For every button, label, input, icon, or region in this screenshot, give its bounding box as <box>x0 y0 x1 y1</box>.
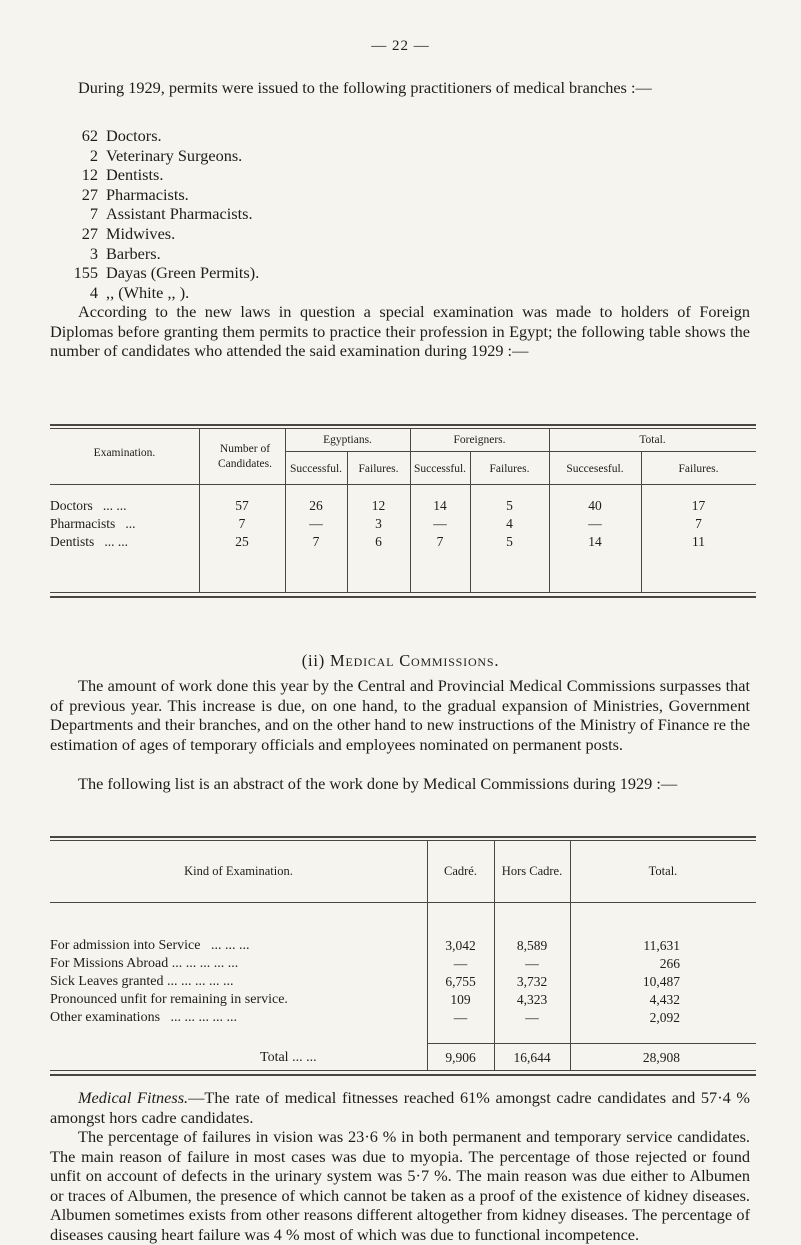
list-item: 62 Doctors. <box>81 126 162 145</box>
table-total-cell: 16,644 <box>513 1050 551 1065</box>
table-cell: 57 <box>235 498 249 513</box>
table-cell: 40 <box>588 498 602 513</box>
table-row-label: Doctors ... ... <box>50 498 127 513</box>
list-item: 155 Dayas (Green Permits). <box>73 263 260 283</box>
table-cell: 6,755 <box>445 974 476 989</box>
table-cell: — <box>525 1010 539 1025</box>
table-cell: 25 <box>235 534 249 549</box>
section-title: Medical Commissions. <box>330 651 500 670</box>
col-header-hors-cadre: Hors Cadre. <box>501 864 563 878</box>
table-rule <box>427 1043 756 1044</box>
col-header-total: Total. <box>648 864 678 878</box>
table-rule <box>50 592 756 593</box>
commissions-paragraph: The amount of work done this year by the Central and Provincial Medical Commissions surpasses that of previous year. This increase is due, on one hand, to the gradual expansion of Ministries, Government Departments and their branches, and on the other hand to new instructions of the Ministry of Finance re the estimation of ages of temporary officials and employees nominated on permanent posts. <box>50 676 750 754</box>
table-cell: 266 <box>659 956 680 971</box>
list-item: 27 Pharmacists. <box>81 184 189 204</box>
table-cell: — <box>525 956 539 971</box>
table-total-cell: 9,906 <box>445 1050 476 1065</box>
table-rule <box>285 451 756 452</box>
table-rule <box>50 1070 756 1071</box>
table-row-label: Sick Leaves granted ... ... ... ... ... <box>50 974 234 989</box>
col-header-cadre: Cadré. <box>444 864 477 878</box>
list-item: 7 Assistant Pharmacists. <box>89 204 253 224</box>
fitness-paragraph <box>50 1088 750 1127</box>
col-header-foreigners: Foreigners. <box>453 434 506 446</box>
intro-paragraph: During 1929, permits were issued to the following practitioners of medical branches :— <box>78 78 652 97</box>
col-header-eg-failures: Failures. <box>358 463 399 475</box>
col-header-total: Total. <box>639 434 666 446</box>
table-cell: 11 <box>692 534 705 549</box>
table-rule <box>50 840 756 841</box>
list-item: 2 Veterinary Surgeons. <box>89 145 243 165</box>
table-total-label: Total ... ... <box>260 1050 317 1065</box>
fitness-text: —The rate of medical fitnesses reached 61% amongst cadre candidates and 57·4 % amongst hors cadre candidates. <box>50 1088 750 1127</box>
table-cell: 2,092 <box>649 1010 680 1025</box>
table-cell: 3,042 <box>445 938 476 953</box>
table-rule <box>50 428 756 429</box>
abstract-paragraph: The following list is an abstract of the work done by Medical Commissions during 1929 :— <box>78 774 678 793</box>
table-rule <box>50 902 756 903</box>
table-rule <box>50 424 756 426</box>
table-row-label: Other examinations ... ... ... ... ... <box>50 1010 238 1025</box>
table-cell: 10,487 <box>642 974 680 989</box>
table-cell: 14 <box>588 534 602 549</box>
table-cell: 4,432 <box>649 992 680 1007</box>
table-cell: — <box>588 516 602 531</box>
table-row-label: Pharmacists ... <box>50 516 136 531</box>
table-cell: 3,732 <box>516 974 548 989</box>
table-total-cell: 28,908 <box>642 1050 680 1065</box>
list-item: 12 Dentists. <box>81 165 164 185</box>
col-header-kind: Kind of Examination. <box>184 864 293 878</box>
section-heading <box>0 651 801 671</box>
table-cell: 7 <box>238 516 246 531</box>
table-row-label: For Missions Abroad ... ... ... ... ... <box>50 956 239 971</box>
table-cell: — <box>453 956 468 971</box>
table-cell: 4,323 <box>516 992 548 1007</box>
table-cell: 4 <box>506 516 513 531</box>
col-header-fo-failures: Failures. <box>489 463 530 475</box>
table-cell: 7 <box>312 534 320 549</box>
table-cell: 7 <box>436 534 444 549</box>
table-cell: 14 <box>433 498 447 513</box>
exam-paragraph: According to the new laws in question a special examination was made to holders of Foreign Diplomas before granting them permits to practice their profession in Egypt; the following table shows the number of candidates who attended the said examination during 1929 :— <box>50 302 750 360</box>
table-cell: — <box>433 516 447 531</box>
fitness-details-paragraph: The percentage of failures in vision was 23·6 % in both permanent and temporary service candidates. The main reason of failure in most cases was due to myopia. The percentage of those rejected or found unfit on account of defects in the urinary system was 5·7 %. The main reason was due either to Albumen or traces of Albumen, the presence of which cannot be taken as a proof of the existence of kidney diseases. Albumen sometimes exists from other reasons different altogether from kidney diseases. The percentage of diseases causing heart failure was 4 % most of which was due to functional incompetence. <box>50 1127 750 1244</box>
table-cell: 8,589 <box>516 938 548 953</box>
table-cell: 3 <box>375 516 382 531</box>
table-cell: 5 <box>506 534 513 549</box>
col-header-fo-successful: Successful. <box>413 463 467 475</box>
table-rule <box>50 836 756 838</box>
table-cell: — <box>453 1010 468 1025</box>
table-rule <box>50 484 756 485</box>
col-header-eg-successful: Successful. <box>289 463 343 475</box>
col-header-egyptians: Egyptians. <box>323 434 372 446</box>
table-row-label: Pronounced unfit for remaining in service. <box>50 992 288 1007</box>
table-row-label: For admission into Service ... ... ... <box>50 938 250 953</box>
col-header-examination: Examination. <box>93 447 156 459</box>
table-cell: 17 <box>691 498 706 513</box>
table-rule <box>50 1074 756 1076</box>
table-cell: — <box>309 516 323 531</box>
table-cell: 109 <box>450 992 471 1007</box>
col-header-t-successful: Succesesful. <box>566 463 624 475</box>
col-header-t-failures: Failures. <box>678 463 719 475</box>
table-cell: 6 <box>375 534 382 549</box>
page-number: — 22 — <box>371 38 430 54</box>
list-item: 4 ,, (White ,, ). <box>89 282 190 302</box>
permits-list <box>50 126 450 302</box>
table-rule <box>50 596 756 598</box>
col-header-number: Number of Candidates. <box>218 443 272 470</box>
table-row-label: Dentists ... ... <box>50 534 129 549</box>
list-item: 3 Barbers. <box>89 243 161 263</box>
section-number: (ii) <box>301 651 326 670</box>
table-cell: 5 <box>506 498 513 513</box>
table-cell: 12 <box>371 498 386 513</box>
fitness-title: Medical Fitness. <box>78 1088 189 1107</box>
table-cell: 7 <box>695 516 702 531</box>
table-cell: 26 <box>309 498 323 513</box>
table-cell: 11,631 <box>643 938 680 953</box>
list-item: 27 Midwives. <box>81 223 176 243</box>
